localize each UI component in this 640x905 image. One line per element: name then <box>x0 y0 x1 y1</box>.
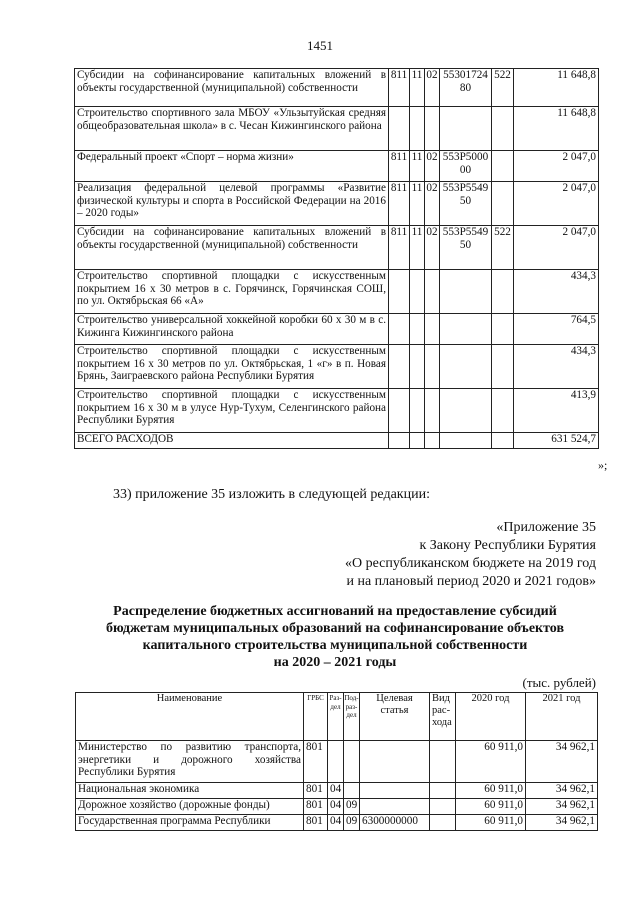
header-section: Раз- дел <box>328 693 344 741</box>
amount-cell: 434,3 <box>514 345 599 389</box>
amount-2020-cell: 60 911,0 <box>456 815 526 831</box>
section-cell: 04 <box>328 815 344 831</box>
amount-cell: 11 648,8 <box>514 107 599 151</box>
target-item-cell <box>440 433 492 449</box>
grbs-cell: 811 <box>389 226 410 270</box>
grbs-cell <box>389 270 410 314</box>
section-cell: 11 <box>410 69 425 107</box>
row-name: Государственная программа Республики <box>76 815 304 831</box>
closing-quote: »; <box>598 458 608 472</box>
table-row <box>75 270 599 314</box>
expense-type-cell <box>430 815 456 831</box>
table-header-row <box>76 693 598 741</box>
table-row <box>76 815 598 831</box>
target-item-cell <box>440 345 492 389</box>
target-item-cell: 553P554950 <box>440 226 492 270</box>
expense-type-cell <box>492 107 514 151</box>
table-row <box>75 345 599 389</box>
target-item-cell <box>440 107 492 151</box>
grbs-cell <box>389 345 410 389</box>
target-item-cell <box>360 783 430 799</box>
amount-2020-cell: 60 911,0 <box>456 799 526 815</box>
row-name: Национальная экономика <box>76 783 304 799</box>
section-cell: 11 <box>410 226 425 270</box>
grbs-cell <box>389 433 410 449</box>
page-number: 1451 <box>307 38 333 53</box>
header-2020: 2020 год <box>456 693 526 741</box>
section-cell: 11 <box>410 182 425 226</box>
row-name: Строительство спортивного зала МБОУ «Ульзытуйская средняя общеобразовательная школа» в с. Чесан Кижингинского района <box>75 107 389 151</box>
grbs-cell <box>389 389 410 433</box>
amount-2020-cell: 60 911,0 <box>456 783 526 799</box>
row-name: Субсидии на софинансирование капитальных вложений в объекты государственной (муниципальной) собственности <box>75 226 389 270</box>
table-row <box>75 107 599 151</box>
expense-type-cell <box>492 151 514 182</box>
appendix-line: к Закону Республики Бурятия <box>419 538 596 553</box>
table-row <box>76 783 598 799</box>
units-label: (тыс. рублей) <box>522 675 596 690</box>
amount-cell: 413,9 <box>514 389 599 433</box>
subsection-cell <box>425 314 440 345</box>
section-cell <box>410 345 425 389</box>
table-row <box>75 314 599 345</box>
target-item-cell <box>440 314 492 345</box>
header-grbs: ГРБС <box>304 693 328 741</box>
appendix-line: и на плановый период 2020 и 2021 годов» <box>346 574 596 589</box>
section-cell <box>410 389 425 433</box>
title-line: капитального строительства муниципальной собственности <box>142 638 528 653</box>
amount-2020-cell: 60 911,0 <box>456 741 526 783</box>
expense-type-cell <box>492 389 514 433</box>
section-cell <box>410 314 425 345</box>
section-cell <box>410 270 425 314</box>
amount-2021-cell: 34 962,1 <box>526 799 598 815</box>
header-target-item: Целевая статья <box>360 693 430 741</box>
header-expense-type: Вид рас- хода <box>430 693 456 741</box>
row-name: Дорожное хозяйство (дорожные фонды) <box>76 799 304 815</box>
appendix-header <box>345 519 596 591</box>
amount-cell: 2 047,0 <box>514 226 599 270</box>
expense-type-cell <box>430 799 456 815</box>
subsection-cell <box>425 107 440 151</box>
subsection-cell: 09 <box>344 815 360 831</box>
subsection-cell: 02 <box>425 226 440 270</box>
target-item-cell <box>440 270 492 314</box>
row-name: Строительство спортивной площадки с искусственным покрытием 16 х 30 метров в с. Горячинск, Горячинская СОШ, по ул. Октябрьская 66 «А» <box>75 270 389 314</box>
grbs-cell <box>389 314 410 345</box>
grbs-cell: 801 <box>304 741 328 783</box>
expense-type-cell <box>492 433 514 449</box>
row-name: Субсидии на софинансирование капитальных вложений в объекты государственной (муниципальной) собственности <box>75 69 389 107</box>
subsection-cell: 09 <box>344 799 360 815</box>
row-name: Министерство по развитию транспорта, энергетики и дорожного хозяйства Республики Бурятия <box>76 741 304 783</box>
expense-type-cell <box>430 783 456 799</box>
subsidies-table <box>75 692 598 831</box>
subsection-cell <box>425 389 440 433</box>
amount-2021-cell: 34 962,1 <box>526 815 598 831</box>
document-title <box>74 603 596 671</box>
grbs-cell: 811 <box>389 151 410 182</box>
header-name: Наименование <box>76 693 304 741</box>
table-row <box>75 69 599 107</box>
section-cell <box>328 741 344 783</box>
header-subsection: Под- раз- дел <box>344 693 360 741</box>
header-2021: 2021 год <box>526 693 598 741</box>
appendix-line: «Приложение 35 <box>496 520 596 535</box>
grbs-cell: 811 <box>389 69 410 107</box>
subsection-cell <box>425 270 440 314</box>
grbs-cell <box>389 107 410 151</box>
appendix-line: «О республиканском бюджете на 2019 год <box>345 556 596 571</box>
grbs-cell: 801 <box>304 783 328 799</box>
title-line: Распределение бюджетных ассигнований на предоставление субсидий <box>113 604 557 619</box>
table-row <box>75 226 599 270</box>
amount-2021-cell: 34 962,1 <box>526 741 598 783</box>
subsection-cell: 02 <box>425 151 440 182</box>
row-name: Строительство спортивной площадки с искусственным покрытием 16 х 30 м в улусе Нур-Тухум, Селенгинского района Республики Бурятия <box>75 389 389 433</box>
grbs-cell: 811 <box>389 182 410 226</box>
subsection-cell: 02 <box>425 182 440 226</box>
amount-cell: 2 047,0 <box>514 182 599 226</box>
expense-type-cell <box>492 270 514 314</box>
table-row <box>76 799 598 815</box>
subsection-cell <box>344 741 360 783</box>
table-row <box>76 741 598 783</box>
row-name: Реализация федеральной целевой программы «Развитие физической культуры и спорта в Российской Федерации на 2016 – 2020 годы» <box>75 182 389 226</box>
target-item-cell <box>360 741 430 783</box>
table-row <box>75 151 599 182</box>
row-name: Строительство спортивной площадки с искусственным покрытием 16 х 30 метров по ул. Октябрьская, 1 «г» в п. Новая Брянь, Заиграевского района Республики Бурятия <box>75 345 389 389</box>
target-item-cell: 553P554950 <box>440 182 492 226</box>
expenditure-table-continued <box>74 68 599 449</box>
expense-type-cell <box>430 741 456 783</box>
total-amount-cell: 631 524,7 <box>514 433 599 449</box>
section-cell: 04 <box>328 783 344 799</box>
expense-type-cell <box>492 182 514 226</box>
amount-cell: 2 047,0 <box>514 151 599 182</box>
table-row <box>75 182 599 226</box>
row-name: Строительство универсальной хоккейной коробки 60 х 30 м в с. Кижинга Кижингинского района <box>75 314 389 345</box>
section-cell <box>410 433 425 449</box>
expense-type-cell: 522 <box>492 69 514 107</box>
table-row-total <box>75 433 599 449</box>
title-line: бюджетам муниципальных образований на софинансирование объектов <box>105 621 565 636</box>
expense-type-cell: 522 <box>492 226 514 270</box>
amount-2021-cell: 34 962,1 <box>526 783 598 799</box>
amendment-item: 33) приложение 35 изложить в следующей редакции: <box>113 487 430 502</box>
amount-cell: 11 648,8 <box>514 69 599 107</box>
section-cell: 04 <box>328 799 344 815</box>
subsection-cell <box>344 783 360 799</box>
target-item-cell: 553P500000 <box>440 151 492 182</box>
expense-type-cell <box>492 314 514 345</box>
target-item-cell: 6300000000 <box>360 815 430 831</box>
grbs-cell: 801 <box>304 815 328 831</box>
amount-cell: 764,5 <box>514 314 599 345</box>
section-cell <box>410 107 425 151</box>
target-item-cell: 5530172480 <box>440 69 492 107</box>
grbs-cell: 801 <box>304 799 328 815</box>
target-item-cell <box>440 389 492 433</box>
subsection-cell <box>425 345 440 389</box>
target-item-cell <box>360 799 430 815</box>
subsection-cell <box>425 433 440 449</box>
row-name: ВСЕГО РАСХОДОВ <box>75 433 389 449</box>
expense-type-cell <box>492 345 514 389</box>
subsection-cell: 02 <box>425 69 440 107</box>
amount-cell: 434,3 <box>514 270 599 314</box>
table-row <box>75 389 599 433</box>
title-line: на 2020 – 2021 годы <box>273 655 397 670</box>
section-cell: 11 <box>410 151 425 182</box>
row-name: Федеральный проект «Спорт – норма жизни» <box>75 151 389 182</box>
